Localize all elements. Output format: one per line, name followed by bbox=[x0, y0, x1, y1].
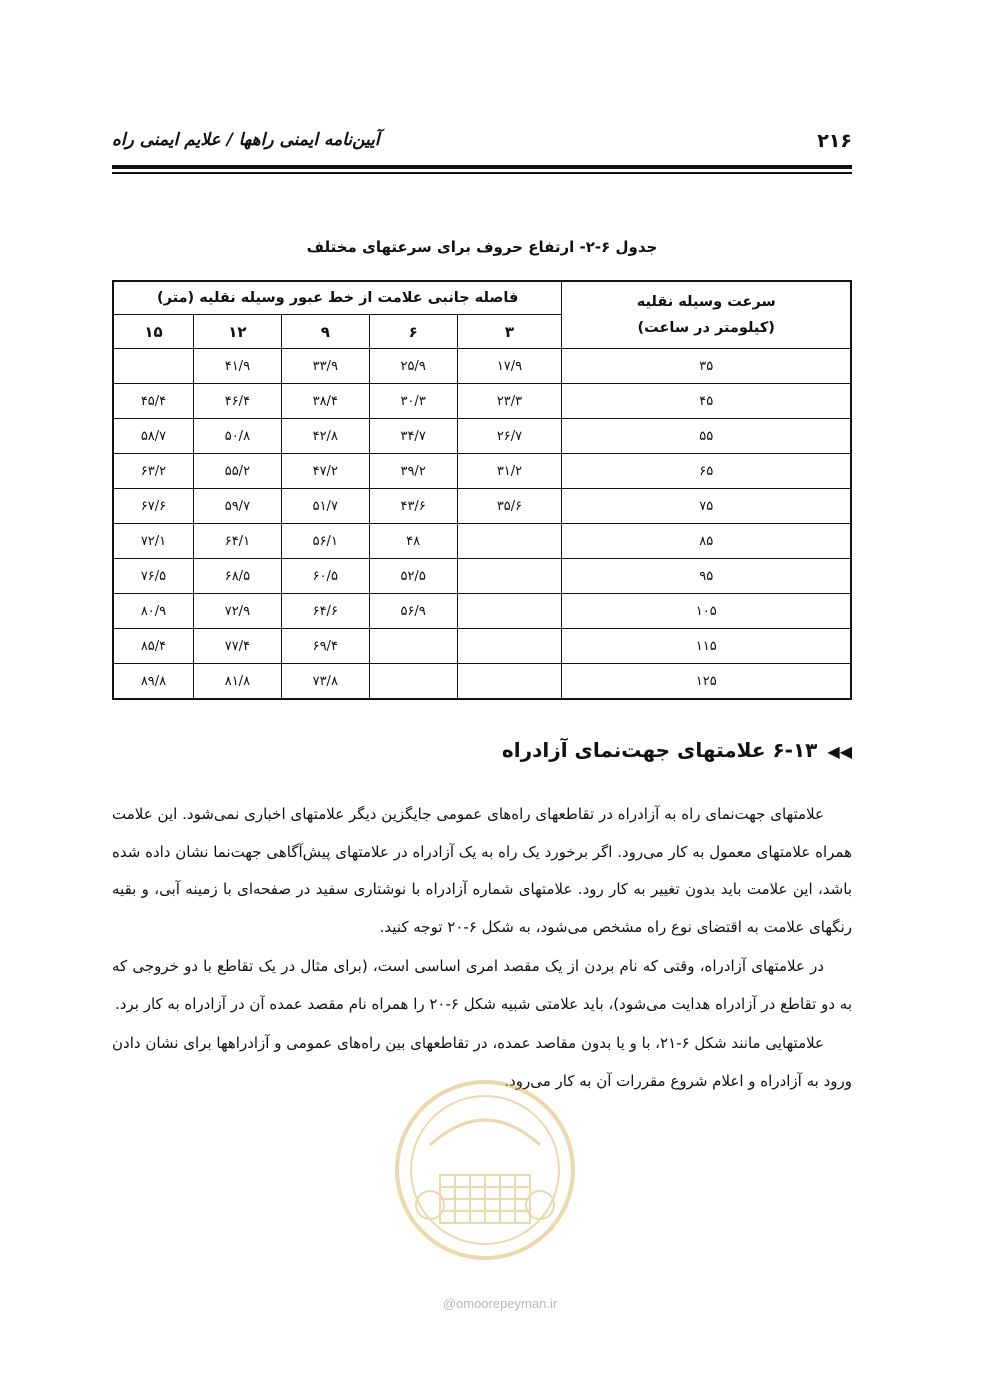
value-cell: ۶۳/۲ bbox=[113, 454, 193, 489]
speed-cell: ۱۱۵ bbox=[562, 629, 851, 664]
body-text bbox=[112, 796, 852, 1102]
watermark-seal-icon bbox=[390, 1075, 580, 1265]
value-cell: ۳۹/۲ bbox=[369, 454, 457, 489]
value-cell: ۷۳/۸ bbox=[281, 664, 369, 700]
table-row bbox=[113, 664, 851, 700]
speed-cell: ۱۲۵ bbox=[562, 664, 851, 700]
value-cell: ۳۰/۳ bbox=[369, 384, 457, 419]
distance-col-header: ۱۲ bbox=[193, 315, 281, 349]
value-cell: ۸۱/۸ bbox=[193, 664, 281, 700]
speed-cell: ۷۵ bbox=[562, 489, 851, 524]
value-cell: ۵۵/۲ bbox=[193, 454, 281, 489]
value-cell: ۵۹/۷ bbox=[193, 489, 281, 524]
value-cell bbox=[457, 524, 562, 559]
speed-cell: ۶۵ bbox=[562, 454, 851, 489]
value-cell: ۲۳/۳ bbox=[457, 384, 562, 419]
table-row bbox=[113, 489, 851, 524]
header-rule-thin bbox=[112, 172, 852, 174]
value-cell: ۳۱/۲ bbox=[457, 454, 562, 489]
value-cell bbox=[113, 349, 193, 384]
distance-col-header: ۹ bbox=[281, 315, 369, 349]
value-cell bbox=[369, 629, 457, 664]
value-cell: ۵۶/۹ bbox=[369, 594, 457, 629]
watermark-site: @omoorepeyman.ir bbox=[442, 1296, 558, 1311]
speed-cell: ۴۵ bbox=[562, 384, 851, 419]
page-number: ۲۱۶ bbox=[817, 130, 852, 152]
table-row bbox=[113, 349, 851, 384]
distance-col-header: ۱۵ bbox=[113, 315, 193, 349]
paragraph: علامتهایی مانند شکل ۶-۲۱، با و یا بدون مقاصد عمده، در تقاطعهای بین راه‌های عمومی و آزادراهها برای نشان دادن ورود به آزادراه و اعلام شروع مقررات آن به کار می‌رود. bbox=[112, 1034, 852, 1090]
value-cell: ۳۵/۶ bbox=[457, 489, 562, 524]
double-arrow-icon: ◀◀ bbox=[827, 742, 852, 761]
value-cell: ۱۷/۹ bbox=[457, 349, 562, 384]
distance-group-header: فاصله جانبی علامت از خط عبور وسیله نقلیه (متر) bbox=[113, 281, 562, 315]
speed-header-line1: سرعت وسیله نقلیه bbox=[636, 294, 776, 310]
speed-cell: ۸۵ bbox=[562, 524, 851, 559]
value-cell: ۴۱/۹ bbox=[193, 349, 281, 384]
value-cell: ۴۶/۴ bbox=[193, 384, 281, 419]
value-cell: ۲۶/۷ bbox=[457, 419, 562, 454]
value-cell: ۸۵/۴ bbox=[113, 629, 193, 664]
speed-cell: ۹۵ bbox=[562, 559, 851, 594]
value-cell: ۵۸/۷ bbox=[113, 419, 193, 454]
value-cell: ۵۱/۷ bbox=[281, 489, 369, 524]
table-row bbox=[113, 419, 851, 454]
header-rule-thick bbox=[112, 165, 852, 169]
value-cell: ۸۰/۹ bbox=[113, 594, 193, 629]
value-cell: ۷۲/۱ bbox=[113, 524, 193, 559]
table-row bbox=[113, 559, 851, 594]
value-cell bbox=[369, 664, 457, 700]
value-cell: ۴۵/۴ bbox=[113, 384, 193, 419]
value-cell: ۴۳/۶ bbox=[369, 489, 457, 524]
value-cell: ۶۷/۶ bbox=[113, 489, 193, 524]
value-cell: ۵۲/۵ bbox=[369, 559, 457, 594]
value-cell: ۶۸/۵ bbox=[193, 559, 281, 594]
value-cell: ۳۴/۷ bbox=[369, 419, 457, 454]
paragraph: علامتهای جهت‌نمای راه به آزادراه در تقاطعهای راه‌های عمومی جایگزین دیگر علامتهای اخباری نمی‌شود. این علامت همراه علامتهای معمول به کار می‌رود. اگر برخورد یک راه به یک آزادراه در علامتهای پیش‌آگاهی جهت‌نما نشان داده شده باشد، این علامت باید بدون تغییر به کار رود. علامتهای شماره آزادراه با نوشتاری سفید در صفحه‌ای با زمینه آبی، و بقیه رنگهای علامت به اقتضای نوع راه مشخص می‌شود، به شکل ۶-۲۰ توجه کنید. bbox=[112, 805, 852, 936]
value-cell bbox=[457, 664, 562, 700]
value-cell: ۷۶/۵ bbox=[113, 559, 193, 594]
speed-cell: ۳۵ bbox=[562, 349, 851, 384]
value-cell: ۷۷/۴ bbox=[193, 629, 281, 664]
value-cell: ۵۶/۱ bbox=[281, 524, 369, 559]
distance-col-header: ۶ bbox=[369, 315, 457, 349]
value-cell bbox=[457, 629, 562, 664]
speed-cell: ۵۵ bbox=[562, 419, 851, 454]
section-heading bbox=[112, 738, 852, 762]
value-cell: ۲۵/۹ bbox=[369, 349, 457, 384]
value-cell: ۶۰/۵ bbox=[281, 559, 369, 594]
value-cell: ۴۲/۸ bbox=[281, 419, 369, 454]
value-cell: ۴۸ bbox=[369, 524, 457, 559]
value-cell: ۸۹/۸ bbox=[113, 664, 193, 700]
table-caption: جدول ۶-۲- ارتفاع حروف برای سرعتهای مختلف bbox=[306, 238, 658, 256]
value-cell: ۳۸/۴ bbox=[281, 384, 369, 419]
value-cell: ۵۰/۸ bbox=[193, 419, 281, 454]
speed-header-line2: (کیلومتر در ساعت) bbox=[637, 320, 775, 336]
table-row bbox=[113, 524, 851, 559]
distance-col-header: ۳ bbox=[457, 315, 562, 349]
value-cell bbox=[457, 594, 562, 629]
value-cell bbox=[457, 559, 562, 594]
speed-column-header bbox=[562, 281, 851, 349]
letter-height-table bbox=[112, 280, 852, 700]
running-title: آیین‌نامه ایمنی راهها / علایم ایمنی راه bbox=[112, 130, 380, 150]
value-cell: ۷۲/۹ bbox=[193, 594, 281, 629]
value-cell: ۶۴/۶ bbox=[281, 594, 369, 629]
table-row bbox=[113, 629, 851, 664]
value-cell: ۳۳/۹ bbox=[281, 349, 369, 384]
speed-cell: ۱۰۵ bbox=[562, 594, 851, 629]
value-cell: ۶۹/۴ bbox=[281, 629, 369, 664]
table-row bbox=[113, 384, 851, 419]
paragraph: در علامتهای آزادراه، وقتی که نام بردن از یک مقصد امری اساسی است، (برای مثال در یک تقاطع با دو خروجی که به دو تقاطع در آزادراه هدایت می‌شود)، باید علامتی شبیه شکل ۶-۲۰ را همراه نام مقصد عمده آن در آزادراه به کار برد. bbox=[112, 957, 852, 1013]
table-row bbox=[113, 454, 851, 489]
value-cell: ۴۷/۲ bbox=[281, 454, 369, 489]
section-title: ۶-۱۳ علامتهای جهت‌نمای آزادراه bbox=[501, 738, 818, 762]
value-cell: ۶۴/۱ bbox=[193, 524, 281, 559]
page-header bbox=[112, 128, 852, 158]
table-row bbox=[113, 594, 851, 629]
